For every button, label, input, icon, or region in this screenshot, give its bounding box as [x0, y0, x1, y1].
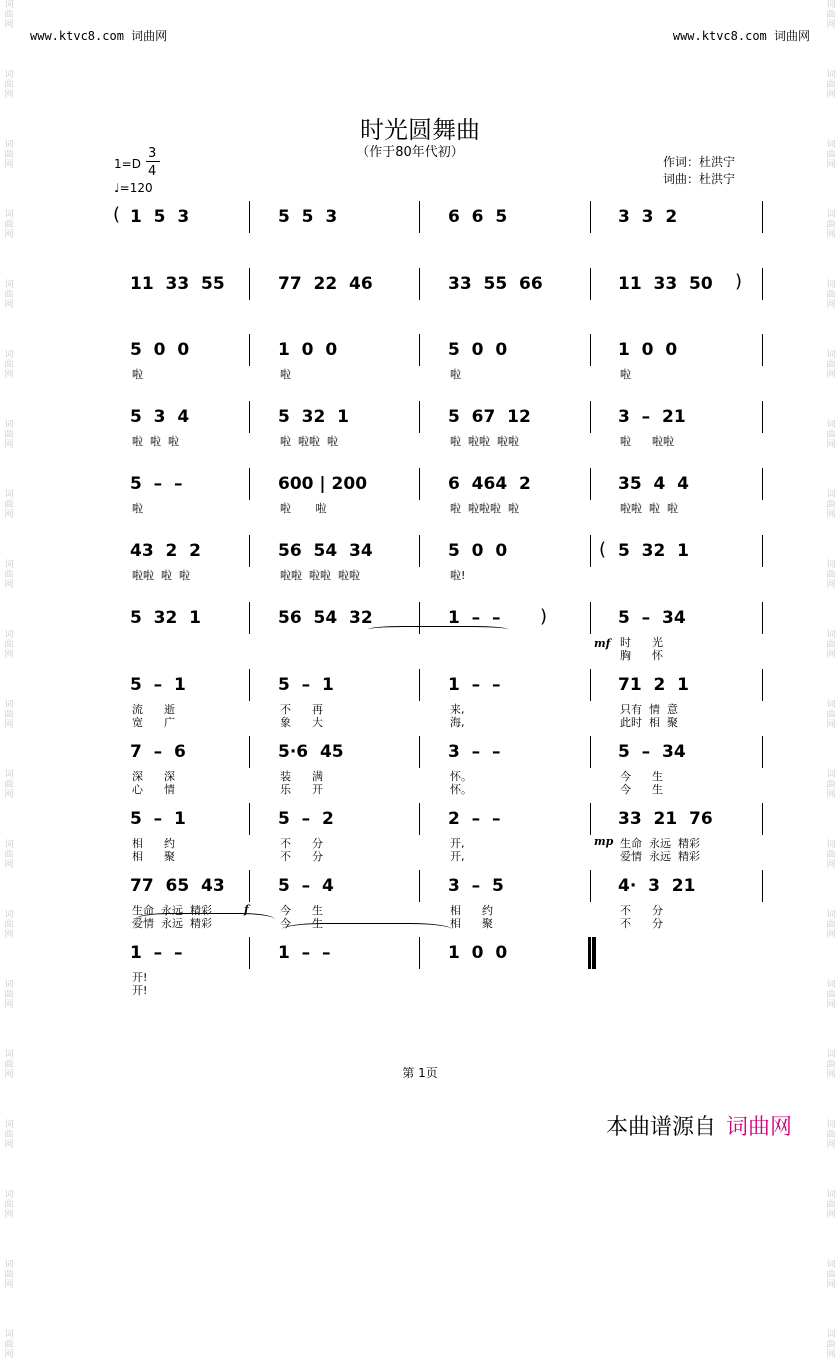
- bar-line: [590, 602, 591, 634]
- bar-line: [762, 803, 763, 835]
- score-row: [0, 876, 840, 946]
- bar-line: [762, 535, 763, 567]
- lyric-line-1: 开!: [132, 971, 148, 984]
- watermark-text: 词曲网: [4, 350, 14, 380]
- lyricist-credit: 作词：杜洪宁: [663, 155, 736, 169]
- watermark-text: 词曲网: [4, 280, 14, 310]
- bar-line: [590, 201, 591, 233]
- score-row: [0, 207, 840, 277]
- watermark-text: 词曲网: [4, 210, 14, 240]
- lyric-line-2: 今 生: [620, 783, 663, 796]
- measure-notes: 5 – 34: [618, 742, 686, 762]
- measure-notes: 56 54 32: [278, 608, 373, 628]
- lyric-line-2: 开!: [132, 984, 148, 997]
- watermark-text: 词曲网: [4, 1050, 14, 1080]
- dynamic-f: f: [244, 903, 249, 916]
- lyric-line-2: 宽 广: [132, 716, 175, 729]
- bar-line: [249, 669, 250, 701]
- measure-notes: 43 2 2: [130, 541, 201, 561]
- score-row: [0, 809, 840, 879]
- watermark-text: 词曲网: [4, 630, 14, 660]
- watermark-text: 词曲网: [826, 1260, 836, 1290]
- intro-close-paren: ): [540, 606, 548, 627]
- lyric-line-1: 啦 啦啦啦 啦: [450, 502, 519, 515]
- bar-line: [249, 401, 250, 433]
- composer-credit: 词曲：杜洪宁: [663, 172, 736, 186]
- bar-line: [590, 937, 591, 969]
- lyric-line-1: 今 生: [280, 904, 323, 917]
- lyric-line-2: 乐 开: [280, 783, 323, 796]
- score-row: [0, 675, 840, 745]
- bar-line: [762, 669, 763, 701]
- lyric-line-1: 来,: [450, 703, 465, 716]
- intro-open-paren: (: [599, 539, 607, 560]
- watermark-text: 词曲网: [4, 490, 14, 520]
- measure-notes: 11 33 50: [618, 274, 713, 294]
- lyric-line-1: 啦: [620, 368, 631, 381]
- measure-notes: 5 32 1: [130, 608, 201, 628]
- bar-line: [249, 870, 250, 902]
- lyric-line-2: 此时 相 聚: [620, 716, 678, 729]
- lyric-line-2: 胸 怀: [620, 649, 663, 662]
- score-row: [0, 340, 840, 410]
- final-barline-thin: [588, 937, 590, 969]
- measure-notes: 5 0 0: [130, 340, 190, 360]
- lyric-line-1: 啦 啦啦: [620, 435, 674, 448]
- page-number: 第 1页: [402, 1066, 438, 1080]
- measure-notes: 5 3 4: [130, 407, 190, 427]
- bar-line: [419, 736, 420, 768]
- lyric-line-2: 怀。: [450, 783, 472, 796]
- bar-line: [419, 201, 420, 233]
- measure-notes: 1 – –: [448, 675, 501, 695]
- bar-line: [419, 803, 420, 835]
- measure-notes: 35 4 4: [618, 474, 689, 494]
- bar-line: [419, 268, 420, 300]
- lyric-line-1: 怀。: [450, 770, 472, 783]
- measure-notes: 3 3 2: [618, 207, 678, 227]
- source-site: 词曲网: [725, 1115, 792, 1140]
- lyric-line-1: 啦 啦啦 啦啦: [450, 435, 519, 448]
- bar-line: [419, 870, 420, 902]
- bar-line: [249, 602, 250, 634]
- measure-notes: 1 – –: [448, 608, 501, 628]
- score-row: [0, 943, 840, 1013]
- lyric-line-2: 不 分: [280, 850, 323, 863]
- lyric-line-2: 象 大: [280, 716, 323, 729]
- score-row: [0, 742, 840, 812]
- bar-line: [419, 937, 420, 969]
- watermark-text: 词曲网: [826, 0, 836, 30]
- bar-line: [590, 468, 591, 500]
- measure-notes: 5 – 1: [130, 809, 186, 829]
- repeat-open-paren: (: [113, 204, 121, 225]
- lyric-line-1: 啦: [132, 368, 143, 381]
- watermark-text: 词曲网: [826, 770, 836, 800]
- measure-notes: 5 5 3: [278, 207, 338, 227]
- measure-notes: 3 – 5: [448, 876, 504, 896]
- watermark-text: 词曲网: [4, 840, 14, 870]
- watermark-text: 词曲网: [4, 1190, 14, 1220]
- bar-line: [419, 535, 420, 567]
- watermark-text: 词曲网: [4, 700, 14, 730]
- measure-notes: 5 – 2: [278, 809, 334, 829]
- source-text: 本曲谱源自: [605, 1115, 716, 1140]
- score-row: [0, 274, 840, 344]
- bar-line: [590, 268, 591, 300]
- bar-line: [419, 401, 420, 433]
- bar-line: [590, 669, 591, 701]
- watermark-text: 词曲网: [826, 840, 836, 870]
- lyric-line-1: 啦 啦: [280, 502, 327, 515]
- lyric-line-1: 生命 永远 精彩: [132, 904, 212, 917]
- lyric-line-1: 深 深: [132, 770, 175, 783]
- time-signature-bottom: 4: [148, 164, 157, 179]
- lyric-line-1: 生命 永远 精彩: [620, 837, 700, 850]
- bar-line: [590, 535, 591, 567]
- watermark-text: 词曲网: [826, 910, 836, 940]
- watermark-text: 词曲网: [826, 420, 836, 450]
- measure-notes: 33 21 76: [618, 809, 713, 829]
- measure-notes: 1 5 3: [130, 207, 190, 227]
- bar-line: [590, 736, 591, 768]
- measure-notes: 3 – –: [448, 742, 501, 762]
- lyric-line-2: 不 分: [620, 917, 663, 930]
- bar-line: [590, 803, 591, 835]
- measure-notes: 5 0 0: [448, 340, 508, 360]
- header-right: www.ktvc8.com 词曲网: [672, 29, 810, 43]
- bar-line: [249, 937, 250, 969]
- key-signature: 1=D: [114, 157, 141, 171]
- dynamic-mf: mf: [594, 637, 611, 650]
- slur: [282, 923, 452, 936]
- tie: [368, 626, 508, 633]
- lyric-line-1: 只有 情 意: [620, 703, 678, 716]
- bar-line: [590, 401, 591, 433]
- bar-line: [762, 736, 763, 768]
- lyric-line-1: 装 满: [280, 770, 323, 783]
- time-signature-top: 3: [148, 146, 157, 161]
- bar-line: [590, 870, 591, 902]
- score-row: [0, 541, 840, 611]
- measure-notes: 5 0 0: [448, 541, 508, 561]
- measure-notes: 11 33 55: [130, 274, 225, 294]
- watermark-text: 词曲网: [4, 0, 14, 30]
- lyric-line-1: 开,: [450, 837, 465, 850]
- watermark-text: 词曲网: [826, 1120, 836, 1150]
- bar-line: [249, 736, 250, 768]
- bar-line: [249, 468, 250, 500]
- final-barline-thick: [592, 937, 596, 969]
- watermark-text: 词曲网: [4, 770, 14, 800]
- watermark-text: 词曲网: [4, 140, 14, 170]
- measure-notes: 1 – –: [130, 943, 183, 963]
- watermark-text: 词曲网: [4, 420, 14, 450]
- lyric-line-2: 相 聚: [450, 917, 493, 930]
- lyric-line-1: 时 光: [620, 636, 663, 649]
- lyric-line-1: 相 约: [450, 904, 493, 917]
- measure-notes: 3 – 21: [618, 407, 686, 427]
- measure-notes: 77 22 46: [278, 274, 373, 294]
- watermark-text: 词曲网: [4, 1120, 14, 1150]
- measure-notes: 2 – –: [448, 809, 501, 829]
- measure-notes: 5·6 45: [278, 742, 344, 762]
- lyric-line-1: 啦: [450, 368, 461, 381]
- lyric-line-1: 啦: [132, 502, 143, 515]
- bar-line: [590, 334, 591, 366]
- measure-notes: 5 67 12: [448, 407, 531, 427]
- watermark-text: 词曲网: [4, 70, 14, 100]
- watermark-text: 词曲网: [4, 560, 14, 590]
- measure-notes: 77 65 43: [130, 876, 225, 896]
- watermark-text: 词曲网: [826, 1190, 836, 1220]
- lyric-line-2: 相 聚: [132, 850, 175, 863]
- watermark-text: 词曲网: [826, 210, 836, 240]
- lyric-line-1: 啦啦 啦 啦: [132, 569, 190, 582]
- lyric-line-1: 啦啦 啦啦 啦啦: [280, 569, 360, 582]
- measure-notes: 5 – 4: [278, 876, 334, 896]
- watermark-text: 词曲网: [4, 980, 14, 1010]
- score-row: [0, 407, 840, 477]
- lyric-line-1: 啦啦 啦 啦: [620, 502, 678, 515]
- lyric-line-2: 爱情 永远 精彩: [132, 917, 212, 930]
- measure-notes: 5 – 1: [278, 675, 334, 695]
- measure-notes: 5 – 1: [130, 675, 186, 695]
- measure-notes: 600 | 200: [278, 474, 368, 494]
- bar-line: [249, 803, 250, 835]
- bar-line: [762, 468, 763, 500]
- measure-notes: 5 – –: [130, 474, 183, 494]
- bar-line: [249, 201, 250, 233]
- watermark-text: 词曲网: [826, 1330, 836, 1360]
- bar-line: [419, 468, 420, 500]
- watermark-text: 词曲网: [826, 70, 836, 100]
- bar-line: [762, 201, 763, 233]
- measure-notes: 1 0 0: [618, 340, 678, 360]
- watermark-text: 词曲网: [826, 140, 836, 170]
- measure-notes: 6 464 2: [448, 474, 531, 494]
- source-credit: [606, 1110, 792, 1141]
- watermark-text: 词曲网: [826, 1050, 836, 1080]
- bar-line: [762, 334, 763, 366]
- measure-notes: 7 – 6: [130, 742, 186, 762]
- lyric-line-2: 心 情: [132, 783, 175, 796]
- bar-line: [762, 602, 763, 634]
- bar-line: [762, 268, 763, 300]
- bar-line: [419, 669, 420, 701]
- measure-notes: 33 55 66: [448, 274, 543, 294]
- lyric-line-1: 不 分: [620, 904, 663, 917]
- watermark-text: 词曲网: [826, 280, 836, 310]
- lyric-line-1: 啦!: [450, 569, 466, 582]
- measure-notes: 5 – 34: [618, 608, 686, 628]
- lyric-line-1: 啦 啦 啦: [132, 435, 179, 448]
- measure-notes: 56 54 34: [278, 541, 373, 561]
- measure-notes: 1 – –: [278, 943, 331, 963]
- bar-line: [249, 268, 250, 300]
- measure-notes: 1 0 0: [278, 340, 338, 360]
- measure-notes: 1 0 0: [448, 943, 508, 963]
- measure-notes: 4· 3 21: [618, 876, 696, 896]
- watermark-text: 词曲网: [4, 1330, 14, 1360]
- lyric-line-1: 相 约: [132, 837, 175, 850]
- dynamic-mp: mp: [594, 835, 614, 848]
- measure-notes: 6 6 5: [448, 207, 508, 227]
- watermark-text: 词曲网: [826, 700, 836, 730]
- lyric-line-2: 开,: [450, 850, 465, 863]
- measure-notes: 5 32 1: [278, 407, 349, 427]
- repeat-close-paren: ): [735, 271, 743, 292]
- watermark-text: 词曲网: [826, 980, 836, 1010]
- watermark-text: 词曲网: [826, 560, 836, 590]
- song-subtitle: （作于80年代初）: [356, 145, 464, 160]
- score-row: [0, 474, 840, 544]
- lyric-line-1: 啦 啦啦 啦: [280, 435, 338, 448]
- lyric-line-1: 流 逝: [132, 703, 175, 716]
- lyric-line-2: 爱情 永远 精彩: [620, 850, 700, 863]
- lyric-line-2: 今 生: [280, 917, 323, 930]
- bar-line: [762, 870, 763, 902]
- watermark-text: 词曲网: [826, 490, 836, 520]
- bar-line: [419, 334, 420, 366]
- lyric-line-1: 今 生: [620, 770, 663, 783]
- measure-notes: 71 2 1: [618, 675, 689, 695]
- measure-notes: 5 32 1: [618, 541, 689, 561]
- lyric-line-2: 海,: [450, 716, 465, 729]
- tempo-marking: ♩=120: [114, 181, 153, 195]
- header-left: www.ktvc8.com 词曲网: [30, 29, 168, 43]
- bar-line: [249, 535, 250, 567]
- slur: [135, 913, 275, 926]
- song-title: 时光圆舞曲: [360, 116, 480, 144]
- watermark-text: 词曲网: [826, 630, 836, 660]
- lyric-line-1: 不 再: [280, 703, 323, 716]
- lyric-line-1: 不 分: [280, 837, 323, 850]
- watermark-text: 词曲网: [4, 1260, 14, 1290]
- bar-line: [762, 401, 763, 433]
- lyric-line-1: 啦: [280, 368, 291, 381]
- watermark-text: 词曲网: [826, 350, 836, 380]
- bar-line: [249, 334, 250, 366]
- watermark-text: 词曲网: [4, 910, 14, 940]
